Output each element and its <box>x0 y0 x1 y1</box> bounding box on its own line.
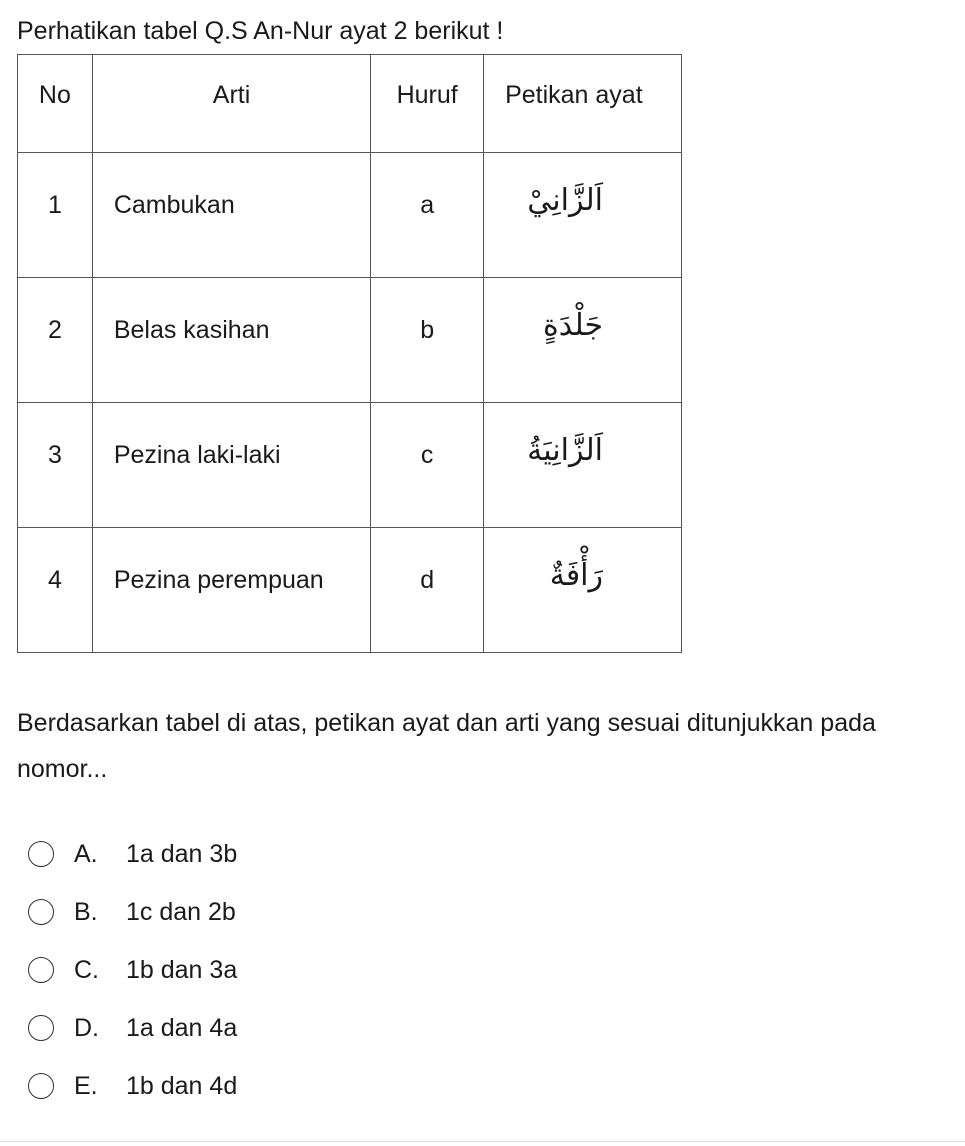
option-letter: A. <box>74 839 98 868</box>
cell-no: 3 <box>18 403 93 528</box>
header-arti: Arti <box>92 55 370 153</box>
option-e[interactable] <box>28 1057 237 1115</box>
radio-button[interactable] <box>28 957 54 983</box>
radio-button[interactable] <box>28 1015 54 1041</box>
radio-button[interactable] <box>28 899 54 925</box>
option-letter: E. <box>74 1071 98 1100</box>
cell-arti: Cambukan <box>92 153 370 278</box>
table-row <box>18 528 682 653</box>
option-letter: C. <box>74 955 99 984</box>
header-no: No <box>18 55 93 153</box>
header-huruf: Huruf <box>371 55 484 153</box>
option-a[interactable] <box>28 825 237 883</box>
cell-petikan: اَلزَّانِيْ <box>484 153 682 278</box>
option-text: 1a dan 3b <box>126 839 238 868</box>
cell-petikan: رَأْفَةٌ <box>484 528 682 653</box>
option-text: 1a dan 4a <box>126 1013 238 1042</box>
option-d[interactable] <box>28 999 237 1057</box>
cell-no: 4 <box>18 528 93 653</box>
cell-huruf: b <box>371 278 484 403</box>
cell-huruf: a <box>371 153 484 278</box>
cell-no: 1 <box>18 153 93 278</box>
radio-button[interactable] <box>28 841 54 867</box>
option-text: 1b dan 4d <box>126 1071 238 1100</box>
ayat-table <box>17 54 682 653</box>
option-c[interactable] <box>28 941 237 999</box>
table-row <box>18 153 682 278</box>
cell-arti: Pezina laki-laki <box>92 403 370 528</box>
option-text: 1b dan 3a <box>126 955 238 984</box>
cell-huruf: d <box>371 528 484 653</box>
table-header-row <box>18 55 682 153</box>
cell-petikan: جَلْدَةٍ <box>484 278 682 403</box>
cell-no: 2 <box>18 278 93 403</box>
table-row <box>18 403 682 528</box>
cell-arti: Belas kasihan <box>92 278 370 403</box>
question-heading: Perhatikan tabel Q.S An-Nur ayat 2 berikut ! <box>17 17 504 45</box>
cell-petikan: اَلزَّانِيَةُ <box>484 403 682 528</box>
table-row <box>18 278 682 403</box>
question-text: Berdasarkan tabel di atas, petikan ayat dan arti yang sesuai ditunjukkan pada nomor... <box>17 709 876 783</box>
option-text: 1c dan 2b <box>126 897 236 926</box>
option-b[interactable] <box>28 883 237 941</box>
bottom-divider <box>0 1141 965 1142</box>
radio-button[interactable] <box>28 1073 54 1099</box>
cell-huruf: c <box>371 403 484 528</box>
answer-options <box>28 825 237 1115</box>
option-letter: B. <box>74 897 98 926</box>
header-petikan: Petikan ayat <box>484 55 682 153</box>
option-letter: D. <box>74 1013 99 1042</box>
cell-arti: Pezina perempuan <box>92 528 370 653</box>
